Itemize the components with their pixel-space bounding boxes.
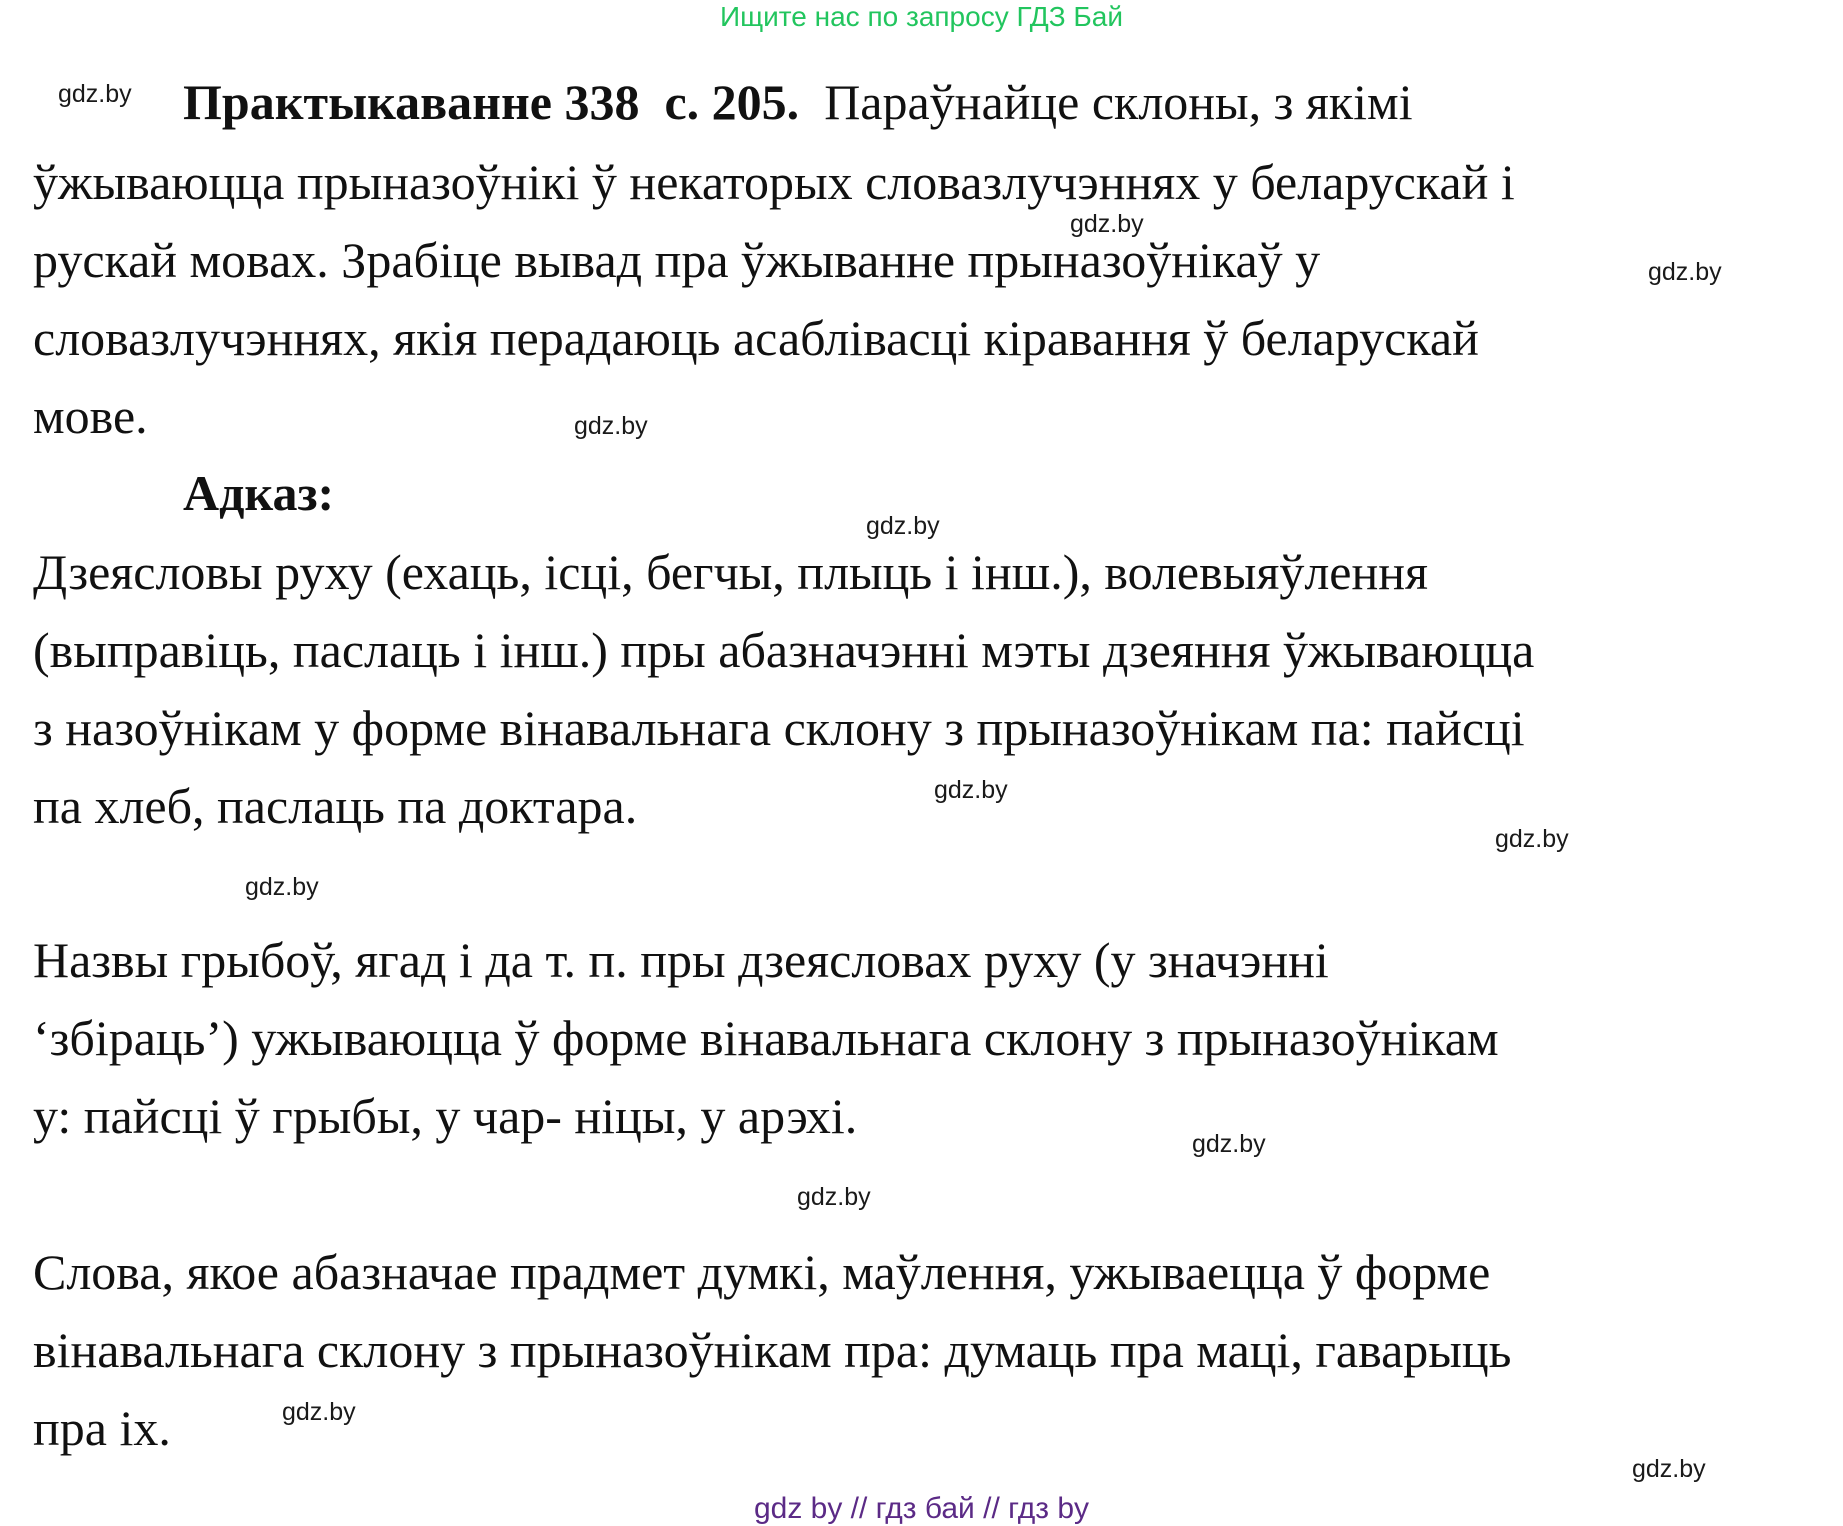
watermark: gdz.by — [282, 1398, 356, 1426]
footer-links: gdz by // гдз бай // гдз by — [753, 1492, 1090, 1525]
task-line-2: ўжываюцца прыназоўнікі ў некаторых словазлучэннях у беларускай і — [33, 154, 1515, 210]
task-page: с. 205. — [664, 74, 800, 130]
answer-p3-line-2: вінавальнага склону з прыназоўнікам пра: думаць пра маці, гаварыць — [33, 1322, 1512, 1378]
answer-p3-line-1: Слова, якое абазначае прадмет думкі, маўлення, ужываецца ў форме — [33, 1244, 1491, 1300]
answer-p1-line-2: (выправіць, паслаць і інш.) пры абазначэнні мэты дзеяння ўжываюцца — [33, 622, 1535, 678]
watermark: gdz.by — [1495, 825, 1569, 853]
watermark: gdz.by — [1070, 210, 1144, 238]
task-line-3: рускай мовах. Зрабіце вывад пра ўжыванне прыназоўнікаў у — [33, 232, 1321, 288]
answer-p2-line-2: ‘збіраць’) ужываюцца ў форме вінавальнага склону з прыназоўнікам — [33, 1010, 1499, 1066]
watermark: gdz.by — [797, 1183, 871, 1211]
watermark: gdz.by — [934, 776, 1008, 804]
answer-p1-line-1: Дзеясловы руху (ехаць, ісці, бегчы, плыць і інш.), волевыяўлення — [33, 544, 1428, 600]
answer-p2-line-3: у: пайсці ў грыбы, у чар- ніцы, у арэхі. — [33, 1088, 858, 1144]
task-label: Практыкаванне 338 — [183, 74, 640, 130]
search-banner: Ищите нас по запросу ГДЗ Бай — [719, 1, 1124, 32]
watermark: gdz.by — [1648, 258, 1722, 286]
answer-p2-line-1: Назвы грыбоў, ягад і да т. п. пры дзеясловах руху (у значэнні — [33, 932, 1329, 988]
answer-p1-line-3: з назоўнікам у форме вінавальнага склону з прыназоўнікам па: пайсці — [33, 700, 1525, 756]
task-text: Параўнайце склоны, з якімі — [824, 74, 1413, 130]
watermark: gdz.by — [574, 412, 648, 440]
watermark: gdz.by — [1192, 1130, 1266, 1158]
watermark: gdz.by — [58, 80, 132, 108]
answer-heading: Адказ: — [183, 465, 335, 521]
task-line-1 — [183, 72, 1413, 132]
watermark: gdz.by — [866, 512, 940, 540]
answer-p3-line-3: пра іх. — [33, 1400, 171, 1456]
watermark: gdz.by — [1632, 1455, 1706, 1483]
answer-p1-line-4: па хлеб, паслаць па доктара. — [33, 778, 638, 834]
task-line-4: словазлучэннях, якія перадаюць асаблівасці кіравання ў беларускай — [33, 310, 1479, 366]
watermark: gdz.by — [245, 873, 319, 901]
task-line-5: мове. — [33, 388, 148, 444]
